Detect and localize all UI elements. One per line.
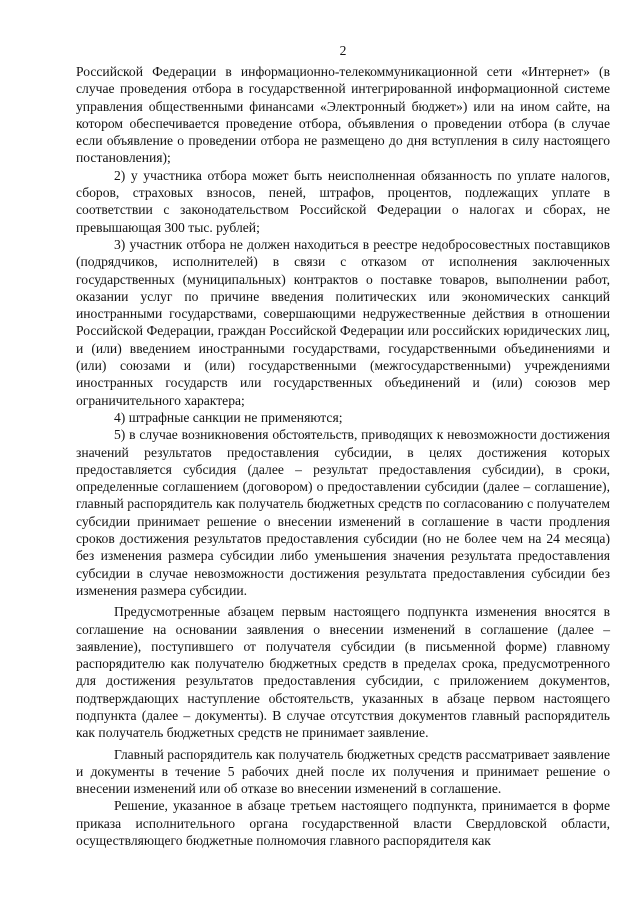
paragraph-review-period: Главный распорядитель как получатель бюджетных средств рассматривает заявление и документы в течение 5 рабочих дней после их получения и принимает решение о внесении изменений или об отказе во внесении изменений в соглашение.: [76, 746, 610, 797]
paragraph-item-3: 3) участник отбора не должен находиться в реестре недобросовестных поставщиков (подрядчиков, исполнителей) в связи с отказом от исполнения заключенных государственных (муниципальных) контрактов о поставке товаров, выполнении работ, оказании услуг по причине введения политических или экономических санкций иностранными государствами, совершающими недружественные действия в отношении Российской Федерации, граждан Российской Федерации или российских юридических лиц, и (или) введением иностранными государствами, государственными объединениями и (или) союзами и (или) государственными (межгосударственными) учреждениями иностранных государств или государственных объединений и (или) союзов мер ограничительного характера;: [76, 236, 610, 408]
page-number: 2: [339, 43, 347, 58]
paragraph-item-5: 5) в случае возникновения обстоятельств, приводящих к невозможности достижения значений результатов предоставления субсидии, в целях достижения которых предоставляется субсидия (далее – результат предоставления субсидии), в сроки, определенные соглашением (договором) о предоставлении субсидии (далее – соглашение), главный распорядитель как получатель бюджетных средств по согласованию с получателем субсидии принимает решение о внесении изменений в соглашение в части продления сроков достижения результатов предоставления субсидии (но не более чем на 24 месяца) без изменения размера субсидии либо уменьшения значения результата предоставления субсидии в случае невозможности достижения результата предоставления субсидии без изменения размера субсидии.: [76, 427, 610, 598]
paragraph-item-4: 4) штрафные санкции не применяются;: [114, 409, 343, 425]
paragraph-changes-basis: Предусмотренные абзацем первым настоящего подпункта изменения вносятся в соглашение на основании заявления о внесении изменений в соглашение (далее – заявление), поступившего от получателя субсидии (в письменной форме) главному распорядителю как получателю бюджетных средств в пределах срока, предусмотренного для достижения результатов предоставления субсидии, с приложением документов, подтверждающих наступление обстоятельств, указанных в абзаце первом настоящего подпункта (далее – документы). В случае отсутствия документов главный распорядитель как получатель бюджетных средств не принимает заявление.: [76, 604, 610, 741]
paragraph-continuation: Российской Федерации в информационно-телекоммуникационной сети «Интернет» (в случае проведения отбора в государственной интегрированной информационной системе управления общественными финансами «Электронный бюджет») или на ином сайте, на котором обеспечивается проведение отбора, объявления о проведении отбора (в случае если объявление о проведении отбора не размещено до дня вступления в силу настоящего постановления);: [76, 64, 610, 166]
document-page: [76, 42, 610, 849]
paragraph-decision-form: Решение, указанное в абзаце третьем настоящего подпункта, принимается в форме приказа исполнительного органа государственной власти Свердловской области, осуществляющего бюджетные полномочия главного распорядителя как: [76, 798, 610, 849]
paragraph-item-2: 2) у участника отбора может быть неисполненная обязанность по уплате налогов, сборов, страховых взносов, пеней, штрафов, процентов, подлежащих уплате в соответствии с законодательством Российской Федерации о налогах и сборах, не превышающая 300 тыс. рублей;: [76, 167, 610, 235]
